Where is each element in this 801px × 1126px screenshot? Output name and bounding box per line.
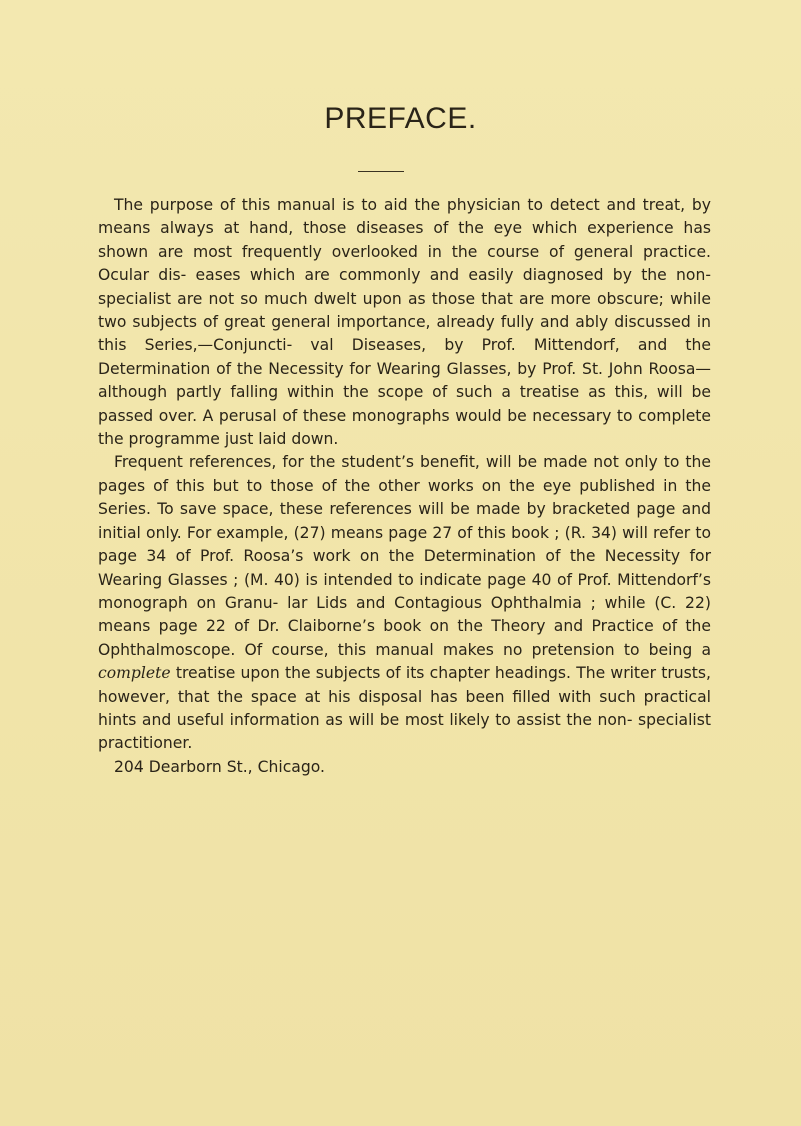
paragraph-purpose: The purpose of this manual is to aid the physician to detect and treat, by means always at hand, those diseases of the eye which experience has shown are most frequently overlooked in the course of general practice. Ocular dis- eases which are commonly and easily diagnosed by the non- specialist are not so much dwelt upon as those that are more obscure; while two subjects of great general importance, already fully and ably discussed in this Series,—Conjuncti- val Diseases, by Prof. Mittendorf, and the Determination of the Necessity for Wearing Glasses, by Prof. St. John Roosa— although partly falling within the scope of such a treatise as this, will be passed over. A perusal of these monographs would be necessary to complete the programme just laid down. <box>98 196 711 449</box>
paragraph-references <box>98 451 711 755</box>
title-rule <box>358 171 404 172</box>
page-title: PREFACE. <box>324 102 477 135</box>
author-address: 204 Dearborn St., Chicago. <box>114 757 325 776</box>
paragraph-references-text-1: Frequent references, for the student’s benefit, will be made not only to the pages of this but to those of the other works on the eye published in the Series. To save space, these references will be made by bracketed page and initial only. For example, (27) means page 27 of this book ; (R. 34) will refer to page 34 of Prof. Roosa’s work on the Determination of the Necessity for Wearing Glasses ; (M. 40) is intended to indicate page 40 of Prof. Mittendorf’s monograph on Granu- lar Lids and Contagious Ophthalmia ; while (C. 22) means page 22 of Dr. Claiborne’s book on the Theory and Practice of the Ophthalmoscope. Of course, this manual makes no pretension to being a <box>98 453 711 659</box>
emphasis-complete: complete <box>98 664 171 683</box>
preface-body <box>98 194 711 779</box>
paragraph-references-text-2: treatise upon the subjects of its chapter headings. The writer trusts, however, that the space at his disposal has been filled with such practical hints and useful information as will be most likely to assist the non- specialist practitioner. <box>98 664 711 753</box>
